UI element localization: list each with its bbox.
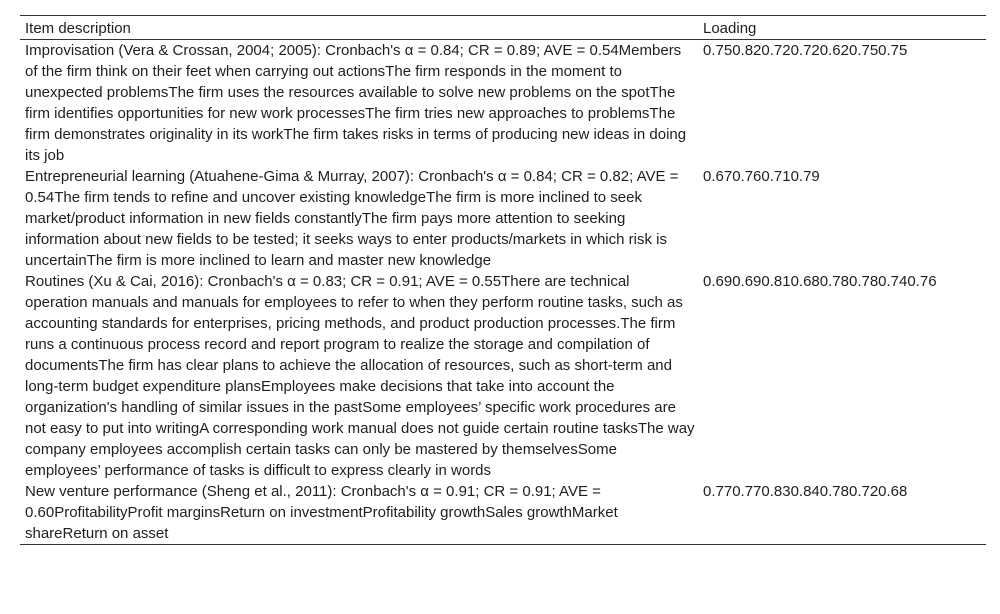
cell-loading: 0.750.820.720.720.620.750.75 xyxy=(703,42,908,59)
table-row-new-venture-performance xyxy=(20,481,986,545)
header-item-description: Item description xyxy=(25,20,131,37)
cell-description: Entrepreneurial learning (Atuahene-Gima & Murray, 2007): Cronbach's α = 0.84; CR = 0.82; AVE = 0.54The firm tends to refine and uncover existing knowledgeThe firm is more inclined to seek market/product information in new fields constantlyThe firm pays more attention to seeking information about new fields to be tested; it seeks ways to enter products/markets in which risk is uncertainThe firm is more inclined to learn and master new knowledge xyxy=(25,168,679,269)
table-row-improvisation xyxy=(20,40,986,167)
cell-description: New venture performance (Sheng et al., 2011): Cronbach's α = 0.91; CR = 0.91; AVE = 0.60ProfitabilityProfit marginsReturn on investmentProfitability growthSales growthMarket shareReturn on asset xyxy=(25,483,618,542)
header-loading: Loading xyxy=(703,20,757,37)
measurement-items-table xyxy=(20,15,986,545)
header-row xyxy=(20,16,986,40)
cell-loading: 0.690.690.810.680.780.780.740.76 xyxy=(703,273,937,290)
measurement-table-container xyxy=(20,15,986,545)
cell-description: Improvisation (Vera & Crossan, 2004; 2005): Cronbach's α = 0.84; CR = 0.89; AVE = 0.54Members of the firm think on their feet when carrying out actionsThe firm responds in the moment to unexpected problemsThe firm uses the resources available to solve new problems on the spotThe firm identifies opportunities for new work processesThe firm tries new approaches to problemsThe firm demonstrates originality in its workThe firm takes risks in terms of producing new ideas in doing its job xyxy=(25,42,687,164)
cell-loading: 0.770.770.830.840.780.720.68 xyxy=(703,483,908,500)
table-row-routines xyxy=(20,271,986,481)
cell-description: Routines (Xu & Cai, 2016): Cronbach's α = 0.83; CR = 0.91; AVE = 0.55There are technical operation manuals and manuals for employees to refer to when they perform routine tasks, such as accounting standards for enterprises, pricing methods, and product production processes.The firm runs a continuous process record and report program to realize the storage and compilation of documentsThe firm has clear plans to achieve the allocation of resources, such as short-term and long-term budget expenditure plansEmployees make decisions that take into account the organization's handling of similar issues in the pastSome employees’ specific work procedures are not easy to put into writingA corresponding work manual does not guide certain routine tasksThe way company employees accomplish certain tasks can only be mastered by themselvesSome employees’ performance of tasks is difficult to express clearly in words xyxy=(25,273,695,479)
table-header xyxy=(20,16,986,40)
cell-loading: 0.670.760.710.79 xyxy=(703,168,820,185)
table-row-entrepreneurial-learning xyxy=(20,166,986,271)
table-body xyxy=(20,40,986,545)
